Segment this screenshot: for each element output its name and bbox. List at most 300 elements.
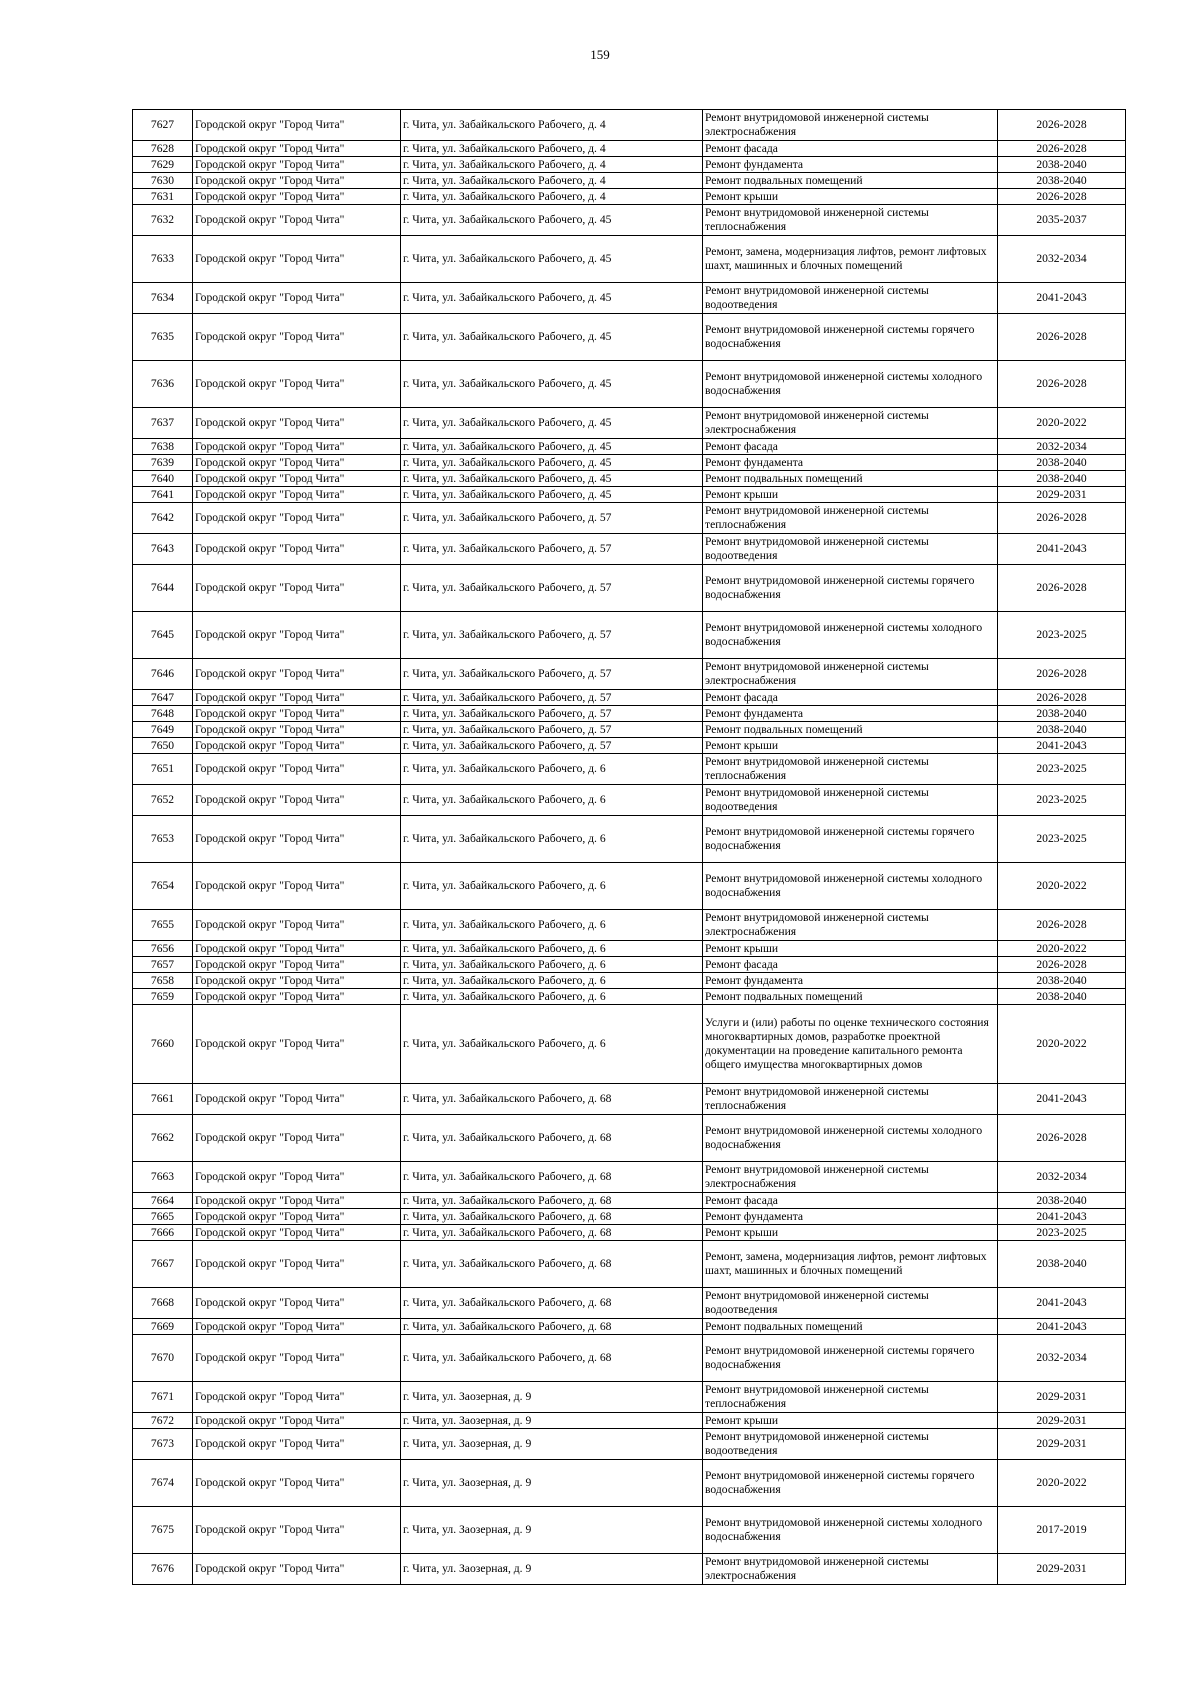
row-number-cell: 7647	[133, 690, 193, 706]
table-row	[133, 471, 1126, 487]
municipality-cell: Городской округ "Город Чита"	[193, 957, 401, 973]
municipality-cell: Городской округ "Город Чита"	[193, 1319, 401, 1335]
address-cell: г. Чита, ул. Забайкальского Рабочего, д. 68	[401, 1241, 703, 1288]
table-row	[133, 361, 1126, 408]
row-number-cell: 7664	[133, 1193, 193, 1209]
table-row	[133, 141, 1126, 157]
period-cell: 2041-2043	[998, 1319, 1126, 1335]
table-row	[133, 1162, 1126, 1193]
work-type-cell: Ремонт внутридомовой инженерной системы водоотведения	[703, 1288, 998, 1319]
work-type-cell: Ремонт крыши	[703, 1413, 998, 1429]
period-cell: 2023-2025	[998, 1225, 1126, 1241]
row-number-cell: 7659	[133, 989, 193, 1005]
row-number-cell: 7668	[133, 1288, 193, 1319]
row-number-cell: 7652	[133, 785, 193, 816]
period-cell: 2020-2022	[998, 863, 1126, 910]
address-cell: г. Чита, ул. Забайкальского Рабочего, д. 57	[401, 565, 703, 612]
row-number-cell: 7655	[133, 910, 193, 941]
work-type-cell: Ремонт внутридомовой инженерной системы теплоснабжения	[703, 1084, 998, 1115]
table-row	[133, 189, 1126, 205]
table-row	[133, 1241, 1126, 1288]
row-number-cell: 7674	[133, 1460, 193, 1507]
period-cell: 2041-2043	[998, 1209, 1126, 1225]
table-row	[133, 863, 1126, 910]
table-row	[133, 1288, 1126, 1319]
table-row	[133, 1209, 1126, 1225]
table-row	[133, 487, 1126, 503]
address-cell: г. Чита, ул. Забайкальского Рабочего, д. 45	[401, 455, 703, 471]
work-type-cell: Ремонт внутридомовой инженерной системы электроснабжения	[703, 1162, 998, 1193]
address-cell: г. Чита, ул. Забайкальского Рабочего, д. 45	[401, 314, 703, 361]
work-type-cell: Ремонт подвальных помещений	[703, 1319, 998, 1335]
municipality-cell: Городской округ "Город Чита"	[193, 706, 401, 722]
row-number-cell: 7642	[133, 503, 193, 534]
row-number-cell: 7645	[133, 612, 193, 659]
address-cell: г. Чита, ул. Забайкальского Рабочего, д. 4	[401, 110, 703, 141]
row-number-cell: 7641	[133, 487, 193, 503]
municipality-cell: Городской округ "Город Чита"	[193, 1241, 401, 1288]
municipality-cell: Городской округ "Город Чита"	[193, 439, 401, 455]
address-cell: г. Чита, ул. Забайкальского Рабочего, д. 68	[401, 1288, 703, 1319]
municipality-cell: Городской округ "Город Чита"	[193, 989, 401, 1005]
period-cell: 2029-2031	[998, 1429, 1126, 1460]
work-type-cell: Ремонт фасада	[703, 439, 998, 455]
period-cell: 2026-2028	[998, 361, 1126, 408]
municipality-cell: Городской округ "Город Чита"	[193, 1115, 401, 1162]
work-type-cell: Ремонт внутридомовой инженерной системы теплоснабжения	[703, 205, 998, 236]
row-number-cell: 7672	[133, 1413, 193, 1429]
address-cell: г. Чита, ул. Забайкальского Рабочего, д. 6	[401, 863, 703, 910]
row-number-cell: 7627	[133, 110, 193, 141]
work-type-cell: Ремонт внутридомовой инженерной системы горячего водоснабжения	[703, 816, 998, 863]
table-row	[133, 173, 1126, 189]
row-number-cell: 7656	[133, 941, 193, 957]
row-number-cell: 7635	[133, 314, 193, 361]
table-row	[133, 314, 1126, 361]
municipality-cell: Городской округ "Город Чита"	[193, 738, 401, 754]
work-type-cell: Ремонт внутридомовой инженерной системы горячего водоснабжения	[703, 1335, 998, 1382]
address-cell: г. Чита, ул. Забайкальского Рабочего, д. 57	[401, 690, 703, 706]
work-type-cell: Услуги и (или) работы по оценке технического состояния многоквартирных домов, разработке проектной документации на проведение капитального ремонта общего имущества многоквартирных домов	[703, 1005, 998, 1084]
period-cell: 2041-2043	[998, 1084, 1126, 1115]
row-number-cell: 7661	[133, 1084, 193, 1115]
period-cell: 2029-2031	[998, 1382, 1126, 1413]
period-cell: 2026-2028	[998, 314, 1126, 361]
row-number-cell: 7628	[133, 141, 193, 157]
work-type-cell: Ремонт внутридомовой инженерной системы электроснабжения	[703, 110, 998, 141]
table-row	[133, 1382, 1126, 1413]
work-type-cell: Ремонт внутридомовой инженерной системы электроснабжения	[703, 408, 998, 439]
address-cell: г. Чита, ул. Забайкальского Рабочего, д. 4	[401, 157, 703, 173]
row-number-cell: 7636	[133, 361, 193, 408]
municipality-cell: Городской округ "Город Чита"	[193, 189, 401, 205]
period-cell: 2041-2043	[998, 1288, 1126, 1319]
work-type-cell: Ремонт крыши	[703, 189, 998, 205]
municipality-cell: Городской округ "Город Чита"	[193, 1225, 401, 1241]
row-number-cell: 7646	[133, 659, 193, 690]
municipality-cell: Городской округ "Город Чита"	[193, 173, 401, 189]
municipality-cell: Городской округ "Город Чита"	[193, 1413, 401, 1429]
period-cell: 2041-2043	[998, 283, 1126, 314]
work-type-cell: Ремонт подвальных помещений	[703, 989, 998, 1005]
work-type-cell: Ремонт внутридомовой инженерной системы электроснабжения	[703, 659, 998, 690]
table-row	[133, 941, 1126, 957]
row-number-cell: 7649	[133, 722, 193, 738]
period-cell: 2026-2028	[998, 659, 1126, 690]
period-cell: 2038-2040	[998, 722, 1126, 738]
table-row	[133, 1225, 1126, 1241]
work-type-cell: Ремонт внутридомовой инженерной системы водоотведения	[703, 1429, 998, 1460]
row-number-cell: 7633	[133, 236, 193, 283]
period-cell: 2026-2028	[998, 1115, 1126, 1162]
address-cell: г. Чита, ул. Забайкальского Рабочего, д. 6	[401, 816, 703, 863]
municipality-cell: Городской округ "Город Чита"	[193, 1507, 401, 1554]
row-number-cell: 7660	[133, 1005, 193, 1084]
work-type-cell: Ремонт внутридомовой инженерной системы холодного водоснабжения	[703, 863, 998, 910]
municipality-cell: Городской округ "Город Чита"	[193, 487, 401, 503]
municipality-cell: Городской округ "Город Чита"	[193, 941, 401, 957]
period-cell: 2023-2025	[998, 816, 1126, 863]
municipality-cell: Городской округ "Город Чита"	[193, 785, 401, 816]
municipality-cell: Городской округ "Город Чита"	[193, 408, 401, 439]
table-row	[133, 110, 1126, 141]
work-type-cell: Ремонт внутридомовой инженерной системы горячего водоснабжения	[703, 314, 998, 361]
table-row	[133, 706, 1126, 722]
table-row	[133, 785, 1126, 816]
period-cell: 2023-2025	[998, 612, 1126, 659]
address-cell: г. Чита, ул. Заозерная, д. 9	[401, 1413, 703, 1429]
address-cell: г. Чита, ул. Забайкальского Рабочего, д. 6	[401, 941, 703, 957]
period-cell: 2023-2025	[998, 754, 1126, 785]
table-row	[133, 722, 1126, 738]
municipality-cell: Городской округ "Город Чита"	[193, 1288, 401, 1319]
period-cell: 2026-2028	[998, 110, 1126, 141]
address-cell: г. Чита, ул. Забайкальского Рабочего, д. 68	[401, 1115, 703, 1162]
period-cell: 2023-2025	[998, 785, 1126, 816]
period-cell: 2038-2040	[998, 1241, 1126, 1288]
table-row	[133, 1460, 1126, 1507]
municipality-cell: Городской округ "Город Чита"	[193, 1209, 401, 1225]
address-cell: г. Чита, ул. Забайкальского Рабочего, д. 6	[401, 957, 703, 973]
period-cell: 2038-2040	[998, 173, 1126, 189]
row-number-cell: 7657	[133, 957, 193, 973]
table-row	[133, 910, 1126, 941]
municipality-cell: Городской округ "Город Чита"	[193, 1084, 401, 1115]
period-cell: 2038-2040	[998, 157, 1126, 173]
row-number-cell: 7648	[133, 706, 193, 722]
row-number-cell: 7654	[133, 863, 193, 910]
row-number-cell: 7675	[133, 1507, 193, 1554]
table-row	[133, 754, 1126, 785]
address-cell: г. Чита, ул. Забайкальского Рабочего, д. 45	[401, 205, 703, 236]
address-cell: г. Чита, ул. Забайкальского Рабочего, д. 57	[401, 503, 703, 534]
municipality-cell: Городской округ "Город Чита"	[193, 157, 401, 173]
table-row	[133, 205, 1126, 236]
period-cell: 2035-2037	[998, 205, 1126, 236]
address-cell: г. Чита, ул. Забайкальского Рабочего, д. 6	[401, 989, 703, 1005]
address-cell: г. Чита, ул. Заозерная, д. 9	[401, 1429, 703, 1460]
municipality-cell: Городской округ "Город Чита"	[193, 1162, 401, 1193]
period-cell: 2038-2040	[998, 455, 1126, 471]
row-number-cell: 7632	[133, 205, 193, 236]
period-cell: 2026-2028	[998, 910, 1126, 941]
repair-schedule-table	[132, 109, 1126, 1585]
work-type-cell: Ремонт, замена, модернизация лифтов, ремонт лифтовых шахт, машинных и блочных помещений	[703, 1241, 998, 1288]
table-row	[133, 989, 1126, 1005]
row-number-cell: 7658	[133, 973, 193, 989]
table-row	[133, 1429, 1126, 1460]
municipality-cell: Городской округ "Город Чита"	[193, 910, 401, 941]
period-cell: 2038-2040	[998, 471, 1126, 487]
work-type-cell: Ремонт фасада	[703, 957, 998, 973]
table-row	[133, 1413, 1126, 1429]
address-cell: г. Чита, ул. Забайкальского Рабочего, д. 57	[401, 612, 703, 659]
row-number-cell: 7669	[133, 1319, 193, 1335]
table-row	[133, 1084, 1126, 1115]
municipality-cell: Городской округ "Город Чита"	[193, 754, 401, 785]
municipality-cell: Городской округ "Город Чита"	[193, 863, 401, 910]
period-cell: 2026-2028	[998, 503, 1126, 534]
address-cell: г. Чита, ул. Забайкальского Рабочего, д. 4	[401, 189, 703, 205]
period-cell: 2029-2031	[998, 1554, 1126, 1585]
address-cell: г. Чита, ул. Забайкальского Рабочего, д. 6	[401, 785, 703, 816]
row-number-cell: 7673	[133, 1429, 193, 1460]
work-type-cell: Ремонт фасада	[703, 1193, 998, 1209]
table-row	[133, 1335, 1126, 1382]
work-type-cell: Ремонт фундамента	[703, 1209, 998, 1225]
table-row	[133, 816, 1126, 863]
municipality-cell: Городской округ "Город Чита"	[193, 1335, 401, 1382]
table-row	[133, 973, 1126, 989]
table-row	[133, 738, 1126, 754]
work-type-cell: Ремонт внутридомовой инженерной системы электроснабжения	[703, 1554, 998, 1585]
table-row	[133, 455, 1126, 471]
address-cell: г. Чита, ул. Забайкальского Рабочего, д. 68	[401, 1084, 703, 1115]
period-cell: 2020-2022	[998, 1005, 1126, 1084]
row-number-cell: 7670	[133, 1335, 193, 1382]
period-cell: 2026-2028	[998, 189, 1126, 205]
work-type-cell: Ремонт внутридомовой инженерной системы теплоснабжения	[703, 503, 998, 534]
municipality-cell: Городской округ "Город Чита"	[193, 565, 401, 612]
work-type-cell: Ремонт подвальных помещений	[703, 722, 998, 738]
municipality-cell: Городской округ "Город Чита"	[193, 503, 401, 534]
row-number-cell: 7662	[133, 1115, 193, 1162]
row-number-cell: 7653	[133, 816, 193, 863]
work-type-cell: Ремонт фундамента	[703, 455, 998, 471]
page-number: 159	[590, 47, 610, 62]
table-row	[133, 690, 1126, 706]
work-type-cell: Ремонт внутридомовой инженерной системы горячего водоснабжения	[703, 565, 998, 612]
work-type-cell: Ремонт внутридомовой инженерной системы холодного водоснабжения	[703, 1507, 998, 1554]
work-type-cell: Ремонт фасада	[703, 690, 998, 706]
period-cell: 2026-2028	[998, 957, 1126, 973]
work-type-cell: Ремонт крыши	[703, 738, 998, 754]
address-cell: г. Чита, ул. Заозерная, д. 9	[401, 1382, 703, 1413]
work-type-cell: Ремонт фундамента	[703, 973, 998, 989]
municipality-cell: Городской округ "Город Чита"	[193, 973, 401, 989]
table-row	[133, 283, 1126, 314]
address-cell: г. Чита, ул. Забайкальского Рабочего, д. 45	[401, 471, 703, 487]
period-cell: 2026-2028	[998, 141, 1126, 157]
address-cell: г. Чита, ул. Забайкальского Рабочего, д. 45	[401, 236, 703, 283]
period-cell: 2020-2022	[998, 1460, 1126, 1507]
work-type-cell: Ремонт внутридомовой инженерной системы водоотведения	[703, 283, 998, 314]
row-number-cell: 7630	[133, 173, 193, 189]
period-cell: 2041-2043	[998, 738, 1126, 754]
address-cell: г. Чита, ул. Забайкальского Рабочего, д. 6	[401, 973, 703, 989]
work-type-cell: Ремонт внутридомовой инженерной системы холодного водоснабжения	[703, 361, 998, 408]
table-row	[133, 439, 1126, 455]
municipality-cell: Городской округ "Город Чита"	[193, 314, 401, 361]
municipality-cell: Городской округ "Город Чита"	[193, 236, 401, 283]
period-cell: 2026-2028	[998, 690, 1126, 706]
address-cell: г. Чита, ул. Забайкальского Рабочего, д. 45	[401, 361, 703, 408]
row-number-cell: 7650	[133, 738, 193, 754]
address-cell: г. Чита, ул. Забайкальского Рабочего, д. 57	[401, 659, 703, 690]
address-cell: г. Чита, ул. Забайкальского Рабочего, д. 4	[401, 173, 703, 189]
address-cell: г. Чита, ул. Забайкальского Рабочего, д. 6	[401, 1005, 703, 1084]
municipality-cell: Городской округ "Город Чита"	[193, 534, 401, 565]
row-number-cell: 7671	[133, 1382, 193, 1413]
period-cell: 2020-2022	[998, 408, 1126, 439]
address-cell: г. Чита, ул. Забайкальского Рабочего, д. 57	[401, 722, 703, 738]
period-cell: 2041-2043	[998, 534, 1126, 565]
work-type-cell: Ремонт внутридомовой инженерной системы электроснабжения	[703, 910, 998, 941]
address-cell: г. Чита, ул. Забайкальского Рабочего, д. 68	[401, 1209, 703, 1225]
row-number-cell: 7666	[133, 1225, 193, 1241]
table-row	[133, 1005, 1126, 1084]
work-type-cell: Ремонт внутридомовой инженерной системы водоотведения	[703, 785, 998, 816]
work-type-cell: Ремонт, замена, модернизация лифтов, ремонт лифтовых шахт, машинных и блочных помещений	[703, 236, 998, 283]
work-type-cell: Ремонт внутридомовой инженерной системы горячего водоснабжения	[703, 1460, 998, 1507]
period-cell: 2029-2031	[998, 1413, 1126, 1429]
address-cell: г. Чита, ул. Забайкальского Рабочего, д. 45	[401, 439, 703, 455]
row-number-cell: 7639	[133, 455, 193, 471]
row-number-cell: 7676	[133, 1554, 193, 1585]
row-number-cell: 7631	[133, 189, 193, 205]
period-cell: 2029-2031	[998, 487, 1126, 503]
table-row	[133, 957, 1126, 973]
table-row	[133, 236, 1126, 283]
municipality-cell: Городской округ "Город Чита"	[193, 1429, 401, 1460]
municipality-cell: Городской округ "Город Чита"	[193, 612, 401, 659]
work-type-cell: Ремонт внутридомовой инженерной системы холодного водоснабжения	[703, 1115, 998, 1162]
address-cell: г. Чита, ул. Забайкальского Рабочего, д. 68	[401, 1335, 703, 1382]
address-cell: г. Чита, ул. Забайкальского Рабочего, д. 57	[401, 738, 703, 754]
work-type-cell: Ремонт фундамента	[703, 706, 998, 722]
row-number-cell: 7634	[133, 283, 193, 314]
table-row	[133, 157, 1126, 173]
address-cell: г. Чита, ул. Забайкальского Рабочего, д. 6	[401, 754, 703, 785]
period-cell: 2038-2040	[998, 989, 1126, 1005]
period-cell: 2038-2040	[998, 973, 1126, 989]
address-cell: г. Чита, ул. Забайкальского Рабочего, д. 6	[401, 910, 703, 941]
row-number-cell: 7629	[133, 157, 193, 173]
address-cell: г. Чита, ул. Заозерная, д. 9	[401, 1460, 703, 1507]
municipality-cell: Городской округ "Город Чита"	[193, 1382, 401, 1413]
row-number-cell: 7651	[133, 754, 193, 785]
work-type-cell: Ремонт внутридомовой инженерной системы теплоснабжения	[703, 754, 998, 785]
address-cell: г. Чита, ул. Заозерная, д. 9	[401, 1554, 703, 1585]
row-number-cell: 7637	[133, 408, 193, 439]
work-type-cell: Ремонт фасада	[703, 141, 998, 157]
address-cell: г. Чита, ул. Забайкальского Рабочего, д. 45	[401, 283, 703, 314]
work-type-cell: Ремонт крыши	[703, 1225, 998, 1241]
table-row	[133, 534, 1126, 565]
address-cell: г. Чита, ул. Заозерная, д. 9	[401, 1507, 703, 1554]
address-cell: г. Чита, ул. Забайкальского Рабочего, д. 57	[401, 706, 703, 722]
municipality-cell: Городской округ "Город Чита"	[193, 283, 401, 314]
table-row	[133, 612, 1126, 659]
period-cell: 2032-2034	[998, 236, 1126, 283]
address-cell: г. Чита, ул. Забайкальского Рабочего, д. 4	[401, 141, 703, 157]
work-type-cell: Ремонт внутридомовой инженерной системы теплоснабжения	[703, 1382, 998, 1413]
table-row	[133, 503, 1126, 534]
address-cell: г. Чита, ул. Забайкальского Рабочего, д. 68	[401, 1193, 703, 1209]
municipality-cell: Городской округ "Город Чита"	[193, 1460, 401, 1507]
period-cell: 2026-2028	[998, 565, 1126, 612]
municipality-cell: Городской округ "Город Чита"	[193, 690, 401, 706]
table-row	[133, 1319, 1126, 1335]
address-cell: г. Чита, ул. Забайкальского Рабочего, д. 45	[401, 487, 703, 503]
municipality-cell: Городской округ "Город Чита"	[193, 1193, 401, 1209]
address-cell: г. Чита, ул. Забайкальского Рабочего, д. 68	[401, 1162, 703, 1193]
work-type-cell: Ремонт подвальных помещений	[703, 471, 998, 487]
municipality-cell: Городской округ "Город Чита"	[193, 1554, 401, 1585]
row-number-cell: 7644	[133, 565, 193, 612]
address-cell: г. Чита, ул. Забайкальского Рабочего, д. 68	[401, 1319, 703, 1335]
period-cell: 2020-2022	[998, 941, 1126, 957]
work-type-cell: Ремонт крыши	[703, 487, 998, 503]
period-cell: 2032-2034	[998, 439, 1126, 455]
row-number-cell: 7667	[133, 1241, 193, 1288]
table-row	[133, 565, 1126, 612]
municipality-cell: Городской округ "Город Чита"	[193, 110, 401, 141]
table-row	[133, 659, 1126, 690]
municipality-cell: Городской округ "Город Чита"	[193, 205, 401, 236]
period-cell: 2038-2040	[998, 706, 1126, 722]
municipality-cell: Городской округ "Город Чита"	[193, 659, 401, 690]
address-cell: г. Чита, ул. Забайкальского Рабочего, д. 57	[401, 534, 703, 565]
row-number-cell: 7663	[133, 1162, 193, 1193]
table-row	[133, 1554, 1126, 1585]
work-type-cell: Ремонт фундамента	[703, 157, 998, 173]
period-cell: 2038-2040	[998, 1193, 1126, 1209]
table-body	[133, 110, 1126, 1585]
municipality-cell: Городской округ "Город Чита"	[193, 455, 401, 471]
municipality-cell: Городской округ "Город Чита"	[193, 816, 401, 863]
municipality-cell: Городской округ "Город Чита"	[193, 1005, 401, 1084]
work-type-cell: Ремонт крыши	[703, 941, 998, 957]
row-number-cell: 7638	[133, 439, 193, 455]
table-row	[133, 1507, 1126, 1554]
work-type-cell: Ремонт внутридомовой инженерной системы холодного водоснабжения	[703, 612, 998, 659]
work-type-cell: Ремонт подвальных помещений	[703, 173, 998, 189]
municipality-cell: Городской округ "Город Чита"	[193, 141, 401, 157]
address-cell: г. Чита, ул. Забайкальского Рабочего, д. 68	[401, 1225, 703, 1241]
municipality-cell: Городской округ "Город Чита"	[193, 722, 401, 738]
address-cell: г. Чита, ул. Забайкальского Рабочего, д. 45	[401, 408, 703, 439]
work-type-cell: Ремонт внутридомовой инженерной системы водоотведения	[703, 534, 998, 565]
table-row	[133, 1115, 1126, 1162]
period-cell: 2032-2034	[998, 1162, 1126, 1193]
row-number-cell: 7643	[133, 534, 193, 565]
period-cell: 2017-2019	[998, 1507, 1126, 1554]
table-row	[133, 408, 1126, 439]
row-number-cell: 7665	[133, 1209, 193, 1225]
municipality-cell: Городской округ "Город Чита"	[193, 471, 401, 487]
row-number-cell: 7640	[133, 471, 193, 487]
